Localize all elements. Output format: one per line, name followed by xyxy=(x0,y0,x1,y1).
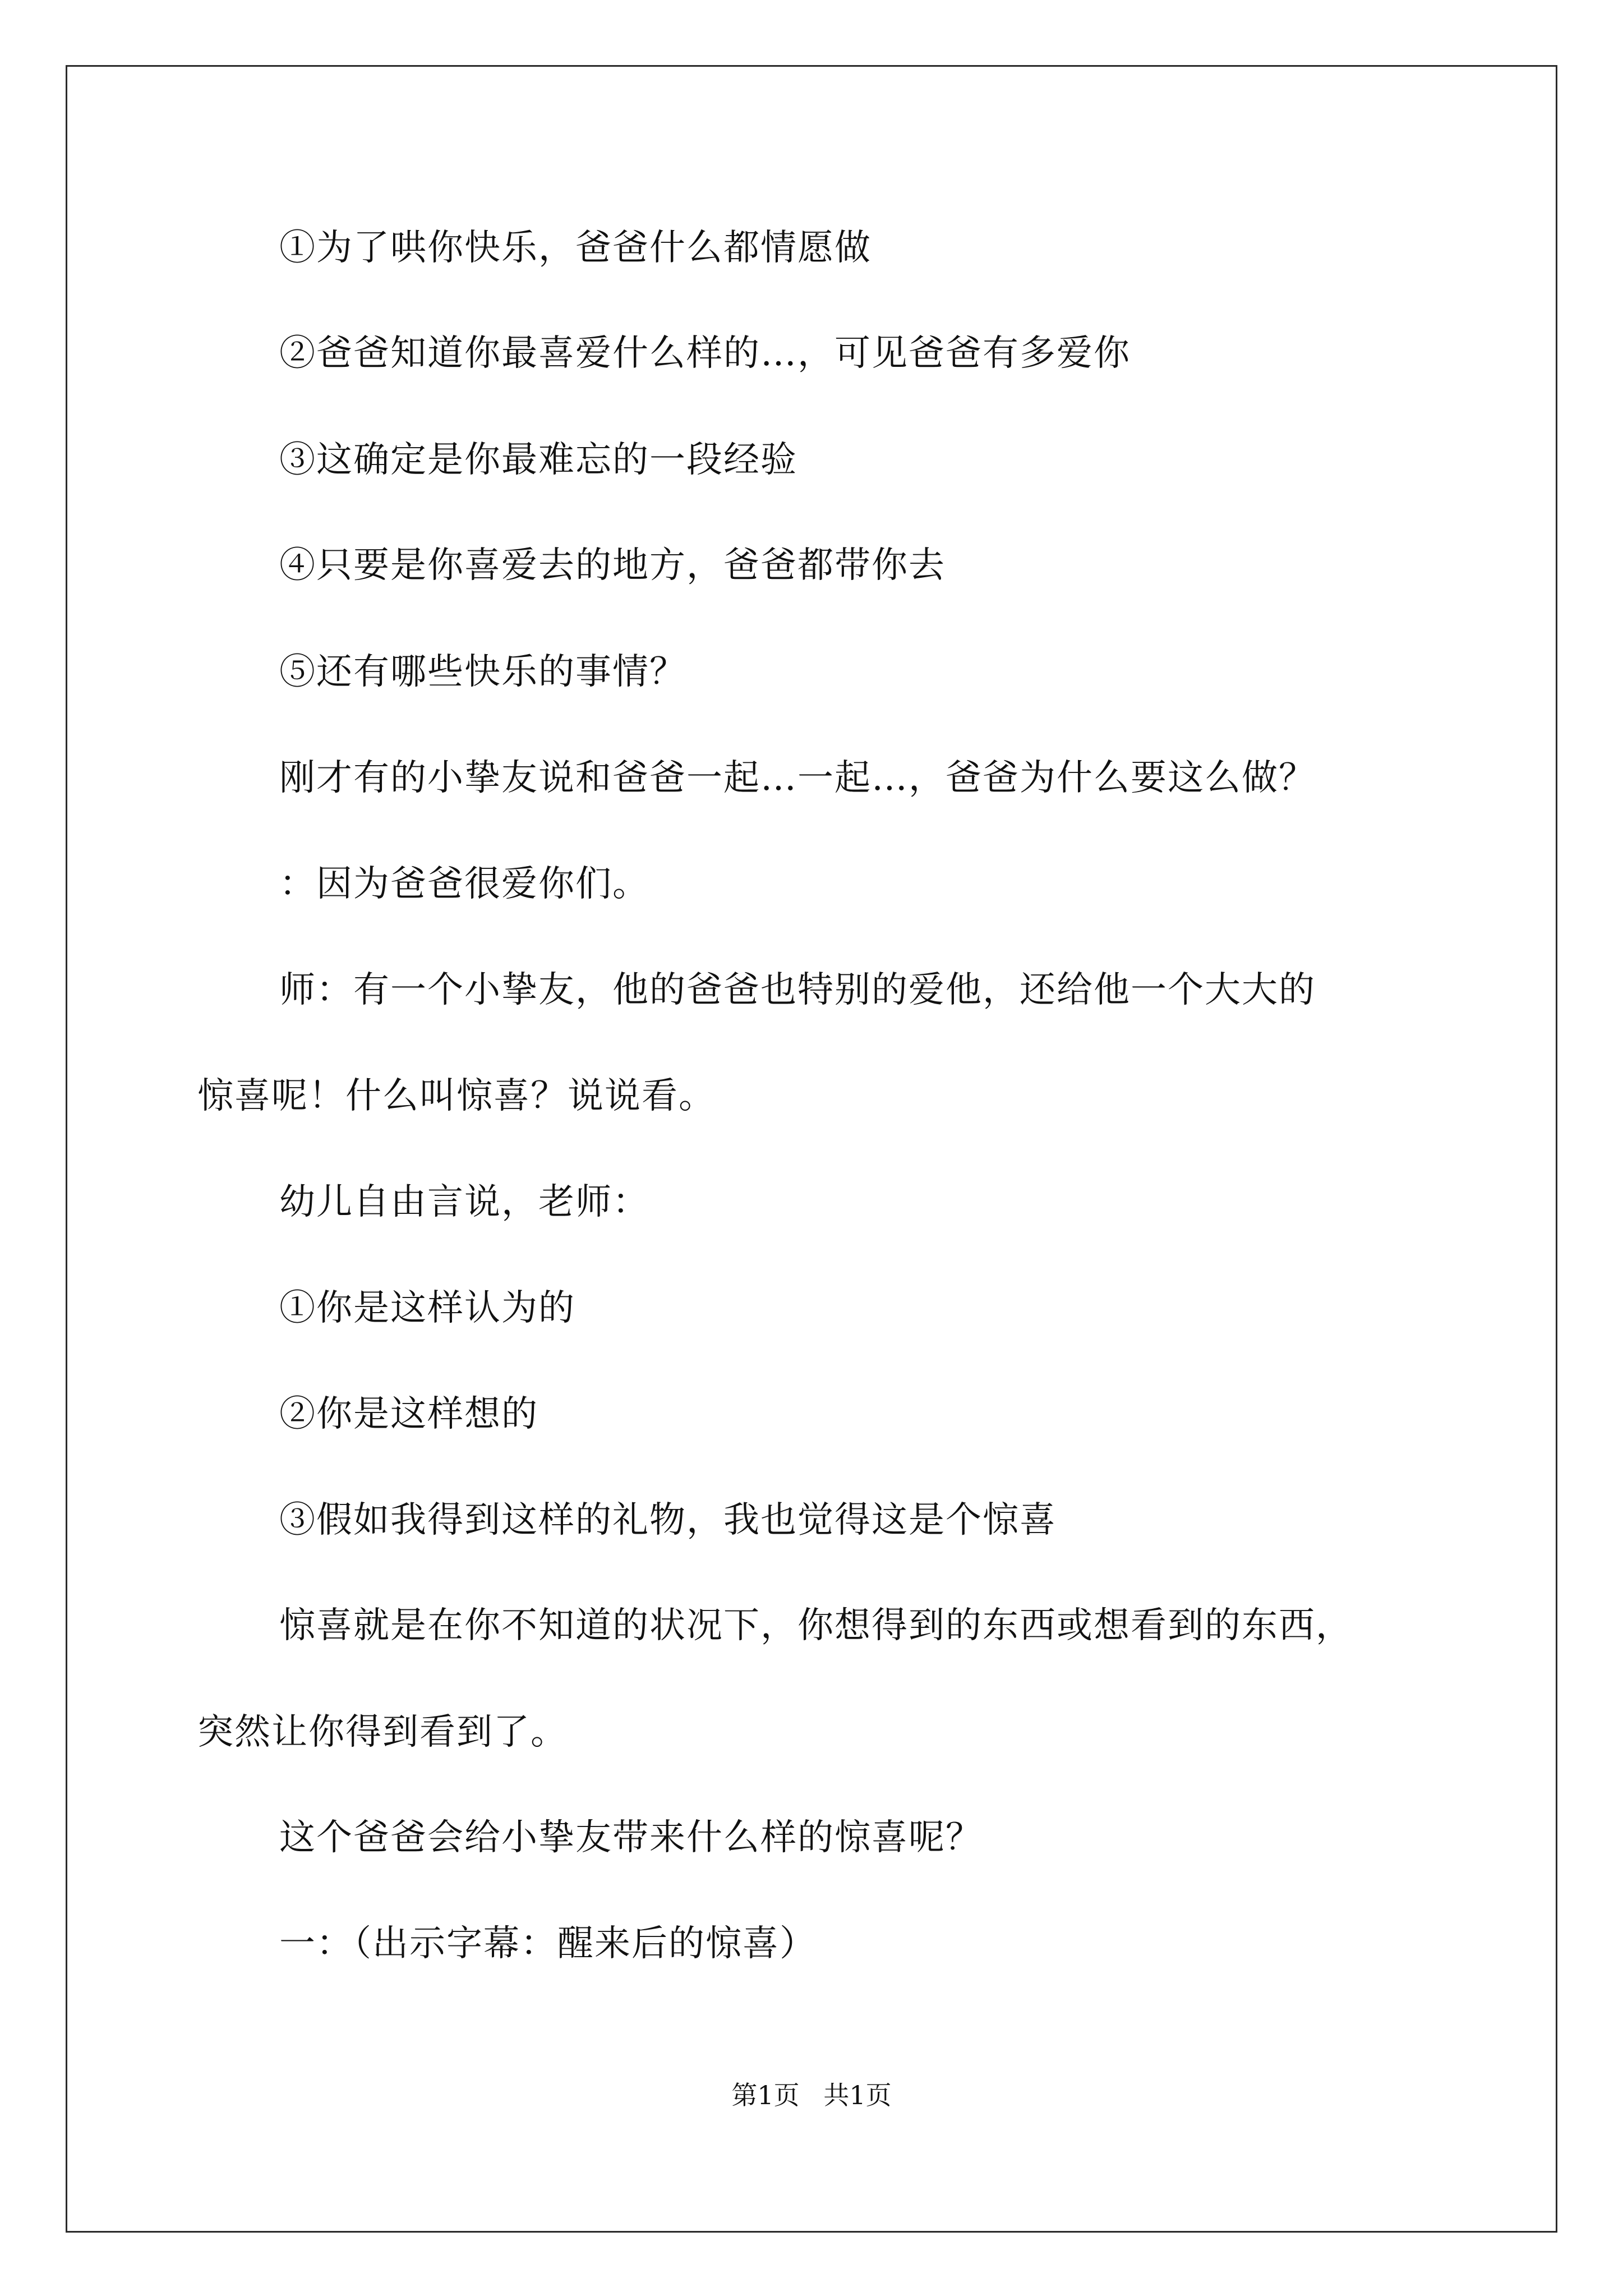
paragraph-line: ③假如我得到这样的礼物，我也觉得这是个惊喜 xyxy=(279,1499,1057,1541)
page-number: 第1页 xyxy=(731,2080,800,2110)
paragraph-line: 突然让你得到看到了。 xyxy=(197,1711,568,1753)
paragraph-line: ②爸爸知道你最喜爱什么样的…，可见爸爸有多爱你 xyxy=(279,333,1131,374)
paragraph-line: ①为了哄你快乐，爸爸什么都情愿做 xyxy=(279,227,872,269)
paragraph-line: 惊喜就是在你不知道的状况下，你想得到的东西或想看到的东西， xyxy=(279,1605,1353,1646)
page-total: 共1页 xyxy=(823,2080,892,2110)
paragraph-line: 这个爸爸会给小挚友带来什么样的惊喜呢？ xyxy=(279,1817,983,1858)
paragraph-line: 刚才有的小挚友说和爸爸一起…一起…，爸爸为什么要这么做？ xyxy=(279,757,1316,799)
paragraph-line: ④只要是你喜爱去的地方，爸爸都带你去 xyxy=(279,545,946,586)
paragraph-line: ②你是这样想的 xyxy=(279,1393,538,1435)
paragraph-line: 师：有一个小挚友，他的爸爸也特别的爱他，还给他一个大大的 xyxy=(279,969,1316,1011)
paragraph-line: 惊喜呢！什么叫惊喜？说说看。 xyxy=(197,1075,716,1117)
paragraph-line: 一：（出示字幕：醒来后的惊喜） xyxy=(279,1923,817,1964)
paragraph-line: ①你是这样认为的 xyxy=(279,1287,575,1329)
paragraph-line: ：因为爸爸很爱你们。 xyxy=(279,863,649,905)
paragraph-line: ⑤还有哪些快乐的事情？ xyxy=(279,651,686,693)
paragraph-line: 幼儿自由言说，老师： xyxy=(279,1181,649,1223)
page-footer xyxy=(0,2078,1623,2112)
paragraph-line: ③这确定是你最难忘的一段经验 xyxy=(279,439,797,481)
page-frame xyxy=(66,65,1557,2233)
